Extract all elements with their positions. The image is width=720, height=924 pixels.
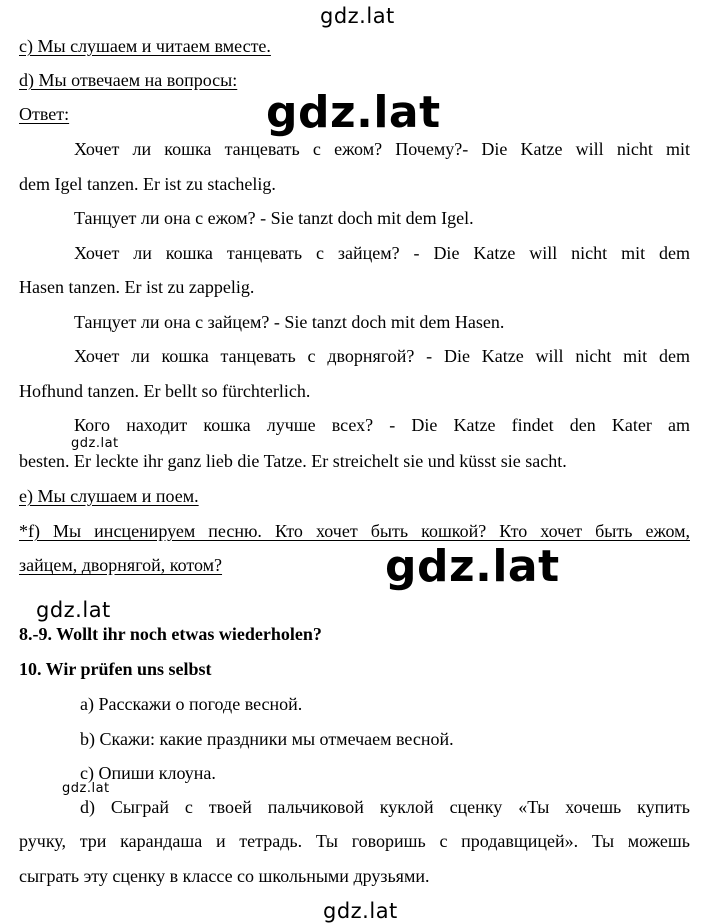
task-b: b) Скажи: какие праздники мы отмечаем весной. xyxy=(80,729,454,749)
task-c: c) Мы слушаем и читаем вместе. xyxy=(19,36,271,56)
task-e: e) Мы слушаем и поем. xyxy=(19,486,199,506)
watermark-bottom: gdz.lat xyxy=(323,899,398,923)
heading-10: 10. Wir prüfen uns selbst xyxy=(19,659,212,679)
paragraph-1-line-2: dem Igel tanzen. Er ist zu stachelig. xyxy=(19,174,276,194)
paragraph-3-line-2: Hasen tanzen. Er ist zu zappelig. xyxy=(19,277,255,297)
paragraph-6-line-1: Кого находит кошка лучше всех? - Die Katze findet den Kater am xyxy=(74,415,690,435)
paragraph-4: Танцует ли она с зайцем? - Sie tanzt doch mit dem Hasen. xyxy=(74,312,505,332)
task-d2-line-2: ручку, три карандаша и тетрадь. Ты говоришь с продавщицей». Ты можешь xyxy=(19,831,690,851)
paragraph-3-line-1: Хочет ли кошка танцевать с зайцем? - Die Katze will nicht mit dem xyxy=(74,243,690,263)
paragraph-6-line-2: besten. Er leckte ihr ganz lieb die Tatze. Er streichelt sie und küsst sie sacht. xyxy=(19,451,567,471)
task-c2: c) Опиши клоуна. xyxy=(80,763,216,783)
paragraph-5-line-1: Хочет ли кошка танцевать с дворнягой? - Die Katze will nicht mit dem xyxy=(74,346,690,366)
watermark-small-2: gdz.lat xyxy=(62,781,110,796)
paragraph-2: Танцует ли она с ежом? - Sie tanzt doch mit dem Igel. xyxy=(74,208,474,228)
task-f-line-2: зайцем, дворнягой, котом? xyxy=(19,555,223,575)
task-d2-line-1: d) Сыграй с твоей пальчиковой куклой сценку «Ты хочешь купить xyxy=(80,797,690,817)
heading-8-9: 8.-9. Wollt ihr noch etwas wiederholen? xyxy=(19,624,322,644)
task-d2-line-3: сыграть эту сценку в классе со школьными друзьями. xyxy=(19,866,430,886)
paragraph-1-line-1: Хочет ли кошка танцевать с ежом? Почему?- Die Katze will nicht mit xyxy=(74,139,690,159)
task-d: d) Мы отвечаем на вопросы: xyxy=(19,70,238,90)
watermark-small-1: gdz.lat xyxy=(71,436,119,451)
watermark-mid: gdz.lat xyxy=(36,598,111,622)
watermark-large-1: gdz.lat xyxy=(266,87,441,138)
answer-label: Ответ: xyxy=(19,104,70,124)
watermark-large-2: gdz.lat xyxy=(385,541,560,592)
task-f-line-1: *f) Мы инсценируем песню. Кто хочет быть кошкой? Кто хочет быть ежом, xyxy=(19,521,690,541)
watermark-top: gdz.lat xyxy=(320,4,395,28)
paragraph-5-line-2: Hofhund tanzen. Er bellt so fürchterlich. xyxy=(19,381,311,401)
task-a: a) Расскажи о погоде весной. xyxy=(80,694,303,714)
